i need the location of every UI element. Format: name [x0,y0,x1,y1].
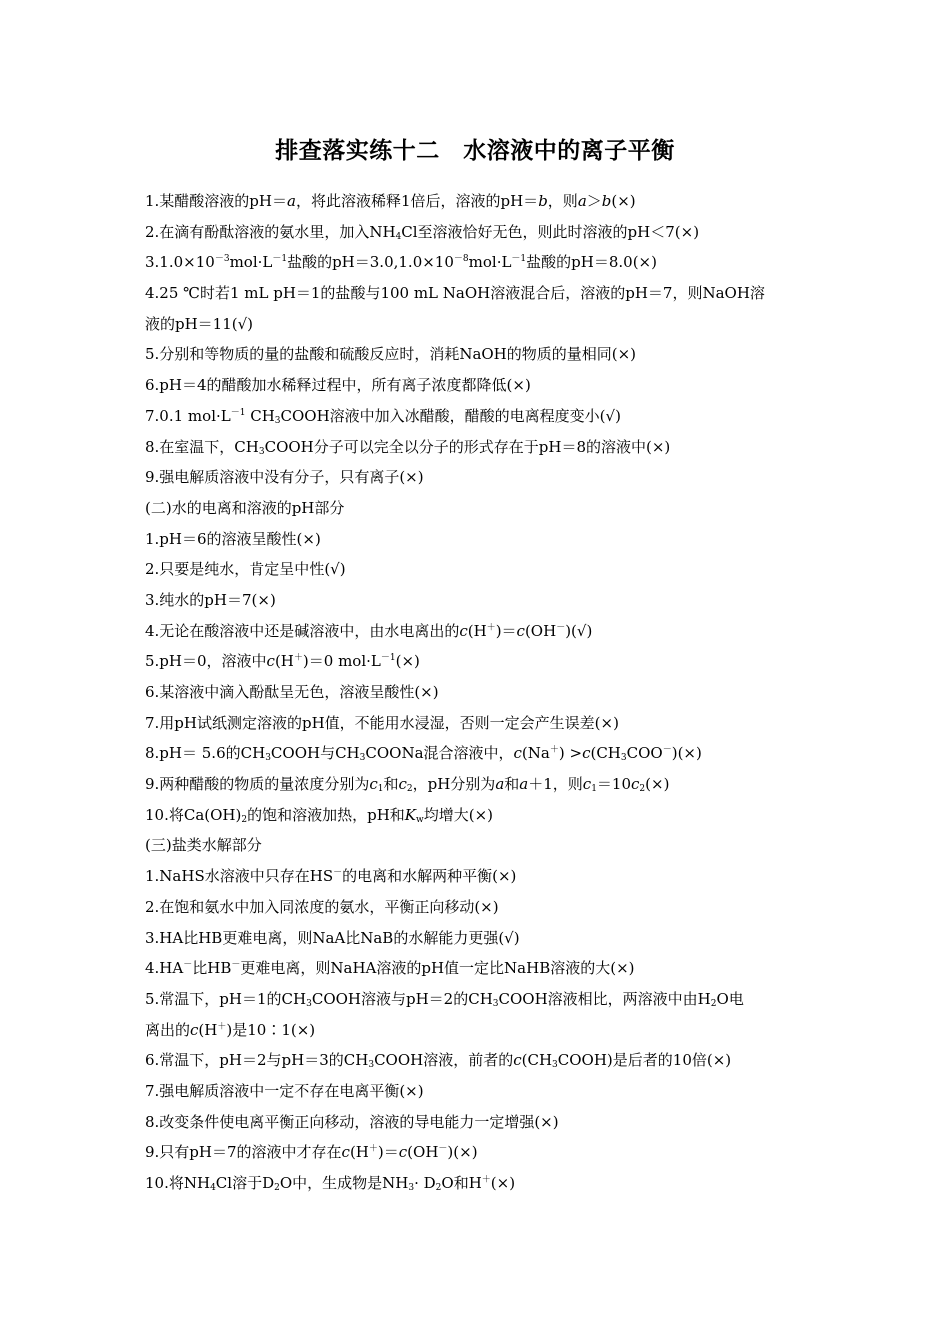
text-line: 8.pH＝ 5.6的$CH_3COOH$与$CH_3COONa$混合溶液中，$c(Na^+) >c(CH_3COO^-)(\times)$ [145,744,702,764]
document-body [145,186,810,1199]
text-line: 离出的c(H＋)是10∶1(×) [145,1020,316,1039]
text-line: 2.在滴有酚酞溶液的氨水里，加入$NH_4Cl$至溶液恰好无色，则此时溶液的pH＜7(×) [145,222,700,242]
text-line: 4.无论在酸溶液中还是碱溶液中，由水电离出的c(H＋)＝c(OH－)(√) [145,621,593,640]
text-line: 2.在饱和氨水中加入同浓度的氨水，平衡正向移动(×) [145,897,499,916]
text-line: (三)盐类水解部分 [145,836,262,855]
text-line: 4.HA－比HB－更难电离，则NaHA溶液的pH值一定比NaHB溶液的大(×) [145,959,635,978]
text-line: 3.纯水的pH＝7(×) [145,590,276,609]
text-line: 7.强电解质溶液中一定不存在电离平衡(×) [145,1081,424,1100]
text-line: 9.强电解质溶液中没有分子，只有离子(×) [145,468,424,487]
text-line: 5.pH＝0，溶液中c(H＋)＝0 $mol\cdot L^{-1}(\times)$ [145,652,420,671]
text-line: 6.常温下，pH＝2与pH＝3的$CH_3COOH$溶液，前者的$c(CH_3COOH)$是后者的10倍(×) [145,1051,732,1071]
page-title: 排查落实练十二 水溶液中的离子平衡 [275,138,675,164]
text-line: 9.只有pH＝7的溶液中才存在c(H＋)＝c(OH－)(×) [145,1143,478,1162]
text-line: 9.两种醋酸的物质的量浓度分别为$c_1$和$c_2$，pH分别为a和a＋1，则$c_1=10c_2(\times)$ [145,775,670,795]
text-line: (二)水的电离和溶液的pH部分 [145,498,345,517]
text-line: 8.在室温下，$CH_3COOH$分子可以完全以分子的形式存在于pH＝8的溶液中(×) [145,437,671,457]
text-line: 5.分别和等物质的量的盐酸和硫酸反应时，消耗NaOH的物质的量相同(×) [145,345,637,364]
text-line: 5.常温下，pH＝1的$CH_3COOH$溶液与pH＝2的$CH_3COOH$溶液相比，两溶液中由$H_2O$电 [145,989,744,1009]
text-line: 7.0.1 $mol\cdot L^{-1}$ $CH_3COOH$溶液中加入冰醋酸，醋酸的电离程度变小(√) [145,406,621,426]
text-line: 液的pH＝11(√) [145,314,254,333]
text-line: 1.pH＝6的溶液呈酸性(×) [145,529,321,548]
text-line: 7.用pH试纸测定溶液的pH值，不能用水浸湿，否则一定会产生误差(×) [145,713,619,732]
text-line: 2.只要是纯水，肯定呈中性(√) [145,560,346,579]
text-line: 1.某醋酸溶液的pH＝a，将此溶液稀释1倍后，溶液的pH＝b，则a＞b(×) [145,192,636,210]
text-line: $3.1.0\times 10^{-3}mol\cdot L^{-1}$盐酸的$pH=3.0,1.0\times 10^{-8}mol\cdot L^{-1}$盐酸的pH＝8.0(×) [145,253,657,272]
text-line: 6.某溶液中滴入酚酞呈无色，溶液呈酸性(×) [145,683,439,701]
text-line: 3.HA比HB更难电离，则NaA比NaB的水解能力更强(√) [145,928,520,947]
text-line: 10.将$NH_4Cl$溶于$D_2O$中，生成物是$NH_3\cdot D_2O$和H＋(×) [145,1174,516,1193]
text-line: 6.pH＝4的醋酸加水稀释过程中，所有离子浓度都降低(×) [145,376,531,395]
text-line: 4.25 ℃时若1 mL pH＝1的盐酸与100 mL NaOH溶液混合后，溶液的pH＝7，则NaOH溶 [145,284,765,303]
text-line: 1.NaHS水溶液中只存在HS－的电离和水解两种平衡(×) [145,867,517,886]
text-line: 10.将$Ca(OH)_2$的饱和溶液加热，pH和$K_w$均增大(×) [145,805,493,825]
text-line: 8.改变条件使电离平衡正向移动，溶液的导电能力一定增强(×) [145,1112,559,1131]
